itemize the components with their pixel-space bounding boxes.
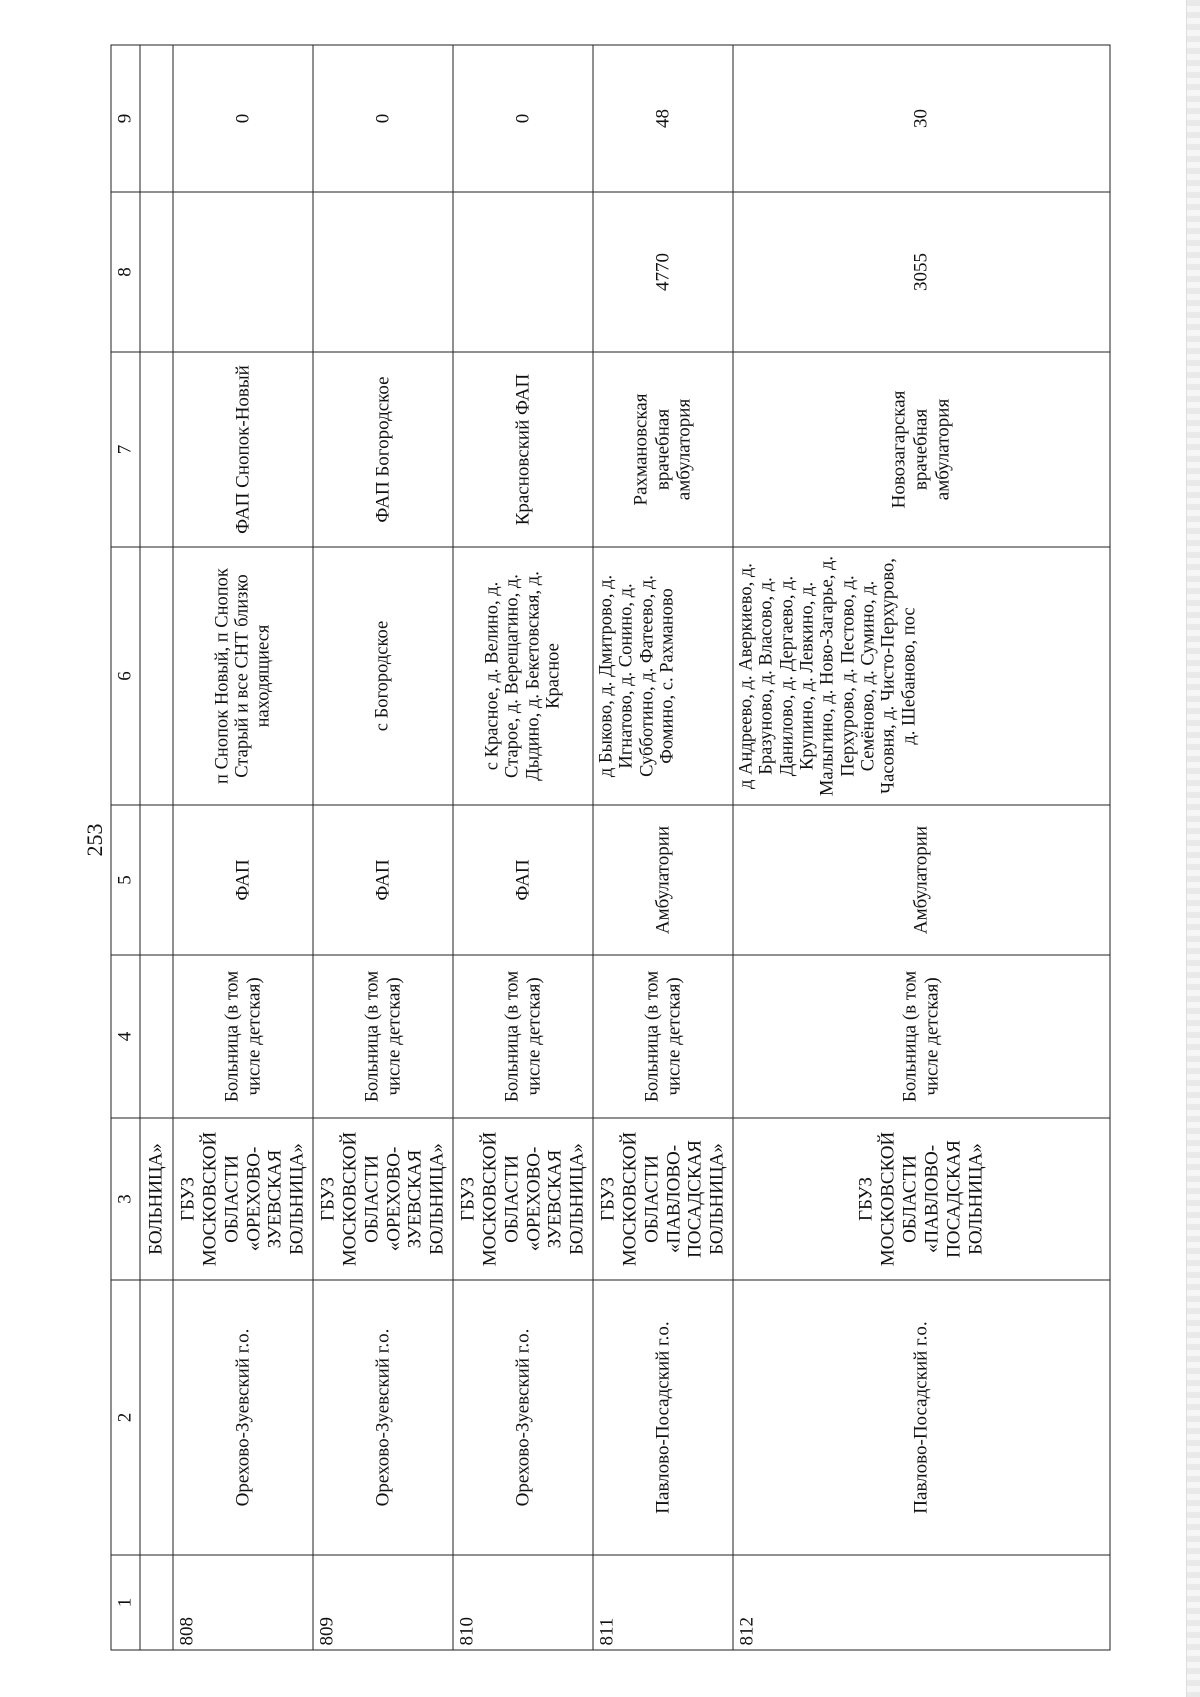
- facility-type-cell: Больница (в том числе детская): [733, 955, 1110, 1118]
- organization-cell: ГБУЗ МОСКОВСКОЙ ОБЛАСТИ «ПАВЛОВО-ПОСАДСКАЯ БОЛЬНИЦА»: [733, 1118, 1110, 1280]
- continuation-cell: [140, 955, 173, 1118]
- continuation-cell: [140, 547, 173, 805]
- district-cell: Орехово-Зуевский г.о.: [313, 1280, 453, 1555]
- unit-name-cell: ФАП Снопок-Новый: [173, 352, 313, 547]
- continuation-row: [140, 45, 173, 1650]
- population-cell: [313, 192, 453, 352]
- settlements-cell: п Снопок Новый, п Снопок Старый и все СНТ близко находящиеся: [173, 547, 313, 805]
- value-cell: 48: [593, 45, 733, 192]
- page-number: 253: [82, 823, 107, 857]
- table-row: [453, 45, 593, 1650]
- column-number-row: [111, 45, 140, 1650]
- unit-name-cell: Новозагарская врачебная амбулатория: [733, 352, 1110, 547]
- value-cell: 30: [733, 45, 1110, 192]
- unit-type-cell: ФАП: [453, 805, 593, 955]
- population-cell: [453, 192, 593, 352]
- facility-type-cell: Больница (в том числе детская): [173, 955, 313, 1118]
- value-cell: 0: [173, 45, 313, 192]
- district-cell: Орехово-Зуевский г.о.: [453, 1280, 593, 1555]
- continuation-cell: [140, 1555, 173, 1650]
- settlements-cell: д Андреево, д. Аверкиево, д. Бразуново, д. Власово, д. Данилово, д. Дергаево, д. Крупино, д. Левкино, д. Малыгино, д. Ново-Загарье, д. Перхурово, д. Пестово, д. Семёново, д. Сумино, д. Часовня, д. Чисто-Перхурово, д. Шебаново, пос: [733, 547, 1110, 805]
- value-cell: 0: [313, 45, 453, 192]
- unit-type-cell: ФАП: [173, 805, 313, 955]
- unit-type-cell: Амбулатории: [733, 805, 1110, 955]
- district-cell: Орехово-Зуевский г.о.: [173, 1280, 313, 1555]
- unit-type-cell: ФАП: [313, 805, 453, 955]
- column-number: 8: [111, 192, 140, 352]
- value-cell: 0: [453, 45, 593, 192]
- settlements-cell: д Быково, д. Дмитрово, д. Игнатово, д. Сонино, д. Субботино, д. Фатеево, д. Фомино, с. Рахманово: [593, 547, 733, 805]
- row-number: 809: [313, 1555, 453, 1650]
- row-number: 812: [733, 1555, 1110, 1650]
- column-number: 1: [111, 1555, 140, 1650]
- district-cell: Павлово-Посадский г.о.: [593, 1280, 733, 1555]
- unit-name-cell: Красновский ФАП: [453, 352, 593, 547]
- table-row: [173, 45, 313, 1650]
- continuation-cell: [140, 192, 173, 352]
- column-number: 3: [111, 1118, 140, 1280]
- continuation-cell: [140, 805, 173, 955]
- population-cell: [173, 192, 313, 352]
- continuation-cell-org: БОЛЬНИЦА»: [140, 1118, 173, 1280]
- column-number: 9: [111, 45, 140, 192]
- organization-cell: ГБУЗ МОСКОВСКОЙ ОБЛАСТИ «ПАВЛОВО-ПОСАДСКАЯ БОЛЬНИЦА»: [593, 1118, 733, 1280]
- table-row: [733, 45, 1110, 1650]
- organization-cell: ГБУЗ МОСКОВСКОЙ ОБЛАСТИ «ОРЕХОВО-ЗУЕВСКАЯ БОЛЬНИЦА»: [313, 1118, 453, 1280]
- column-number: 5: [111, 805, 140, 955]
- district-cell: Павлово-Посадский г.о.: [733, 1280, 1110, 1555]
- row-number: 810: [453, 1555, 593, 1650]
- unit-name-cell: ФАП Богородское: [313, 352, 453, 547]
- column-number: 7: [111, 352, 140, 547]
- continuation-cell: [140, 352, 173, 547]
- population-cell: 3055: [733, 192, 1110, 352]
- continuation-cell: [140, 45, 173, 192]
- row-number: 808: [173, 1555, 313, 1650]
- population-cell: 4770: [593, 192, 733, 352]
- continuation-cell: [140, 1280, 173, 1555]
- settlements-cell: с Богородское: [313, 547, 453, 805]
- organization-cell: ГБУЗ МОСКОВСКОЙ ОБЛАСТИ «ОРЕХОВО-ЗУЕВСКАЯ БОЛЬНИЦА»: [453, 1118, 593, 1280]
- facility-type-cell: Больница (в том числе детская): [313, 955, 453, 1118]
- column-number: 4: [111, 955, 140, 1118]
- organization-cell: ГБУЗ МОСКОВСКОЙ ОБЛАСТИ «ОРЕХОВО-ЗУЕВСКАЯ БОЛЬНИЦА»: [173, 1118, 313, 1280]
- unit-name-cell: Рахмановская врачебная амбулатория: [593, 352, 733, 547]
- facility-type-cell: Больница (в том числе детская): [453, 955, 593, 1118]
- data-table: [111, 45, 1111, 1651]
- column-number: 6: [111, 547, 140, 805]
- table-container: [111, 46, 1111, 1651]
- scan-edge: [1186, 0, 1200, 1697]
- facility-type-cell: Больница (в том числе детская): [593, 955, 733, 1118]
- table-row: [313, 45, 453, 1650]
- unit-type-cell: Амбулатории: [593, 805, 733, 955]
- table-row: [593, 45, 733, 1650]
- row-number: 811: [593, 1555, 733, 1650]
- column-number: 2: [111, 1280, 140, 1555]
- settlements-cell: с Красное, д. Велино, д. Старое, д. Верещагино, д. Дыдино, д. Бекетовская, д. Красное: [453, 547, 593, 805]
